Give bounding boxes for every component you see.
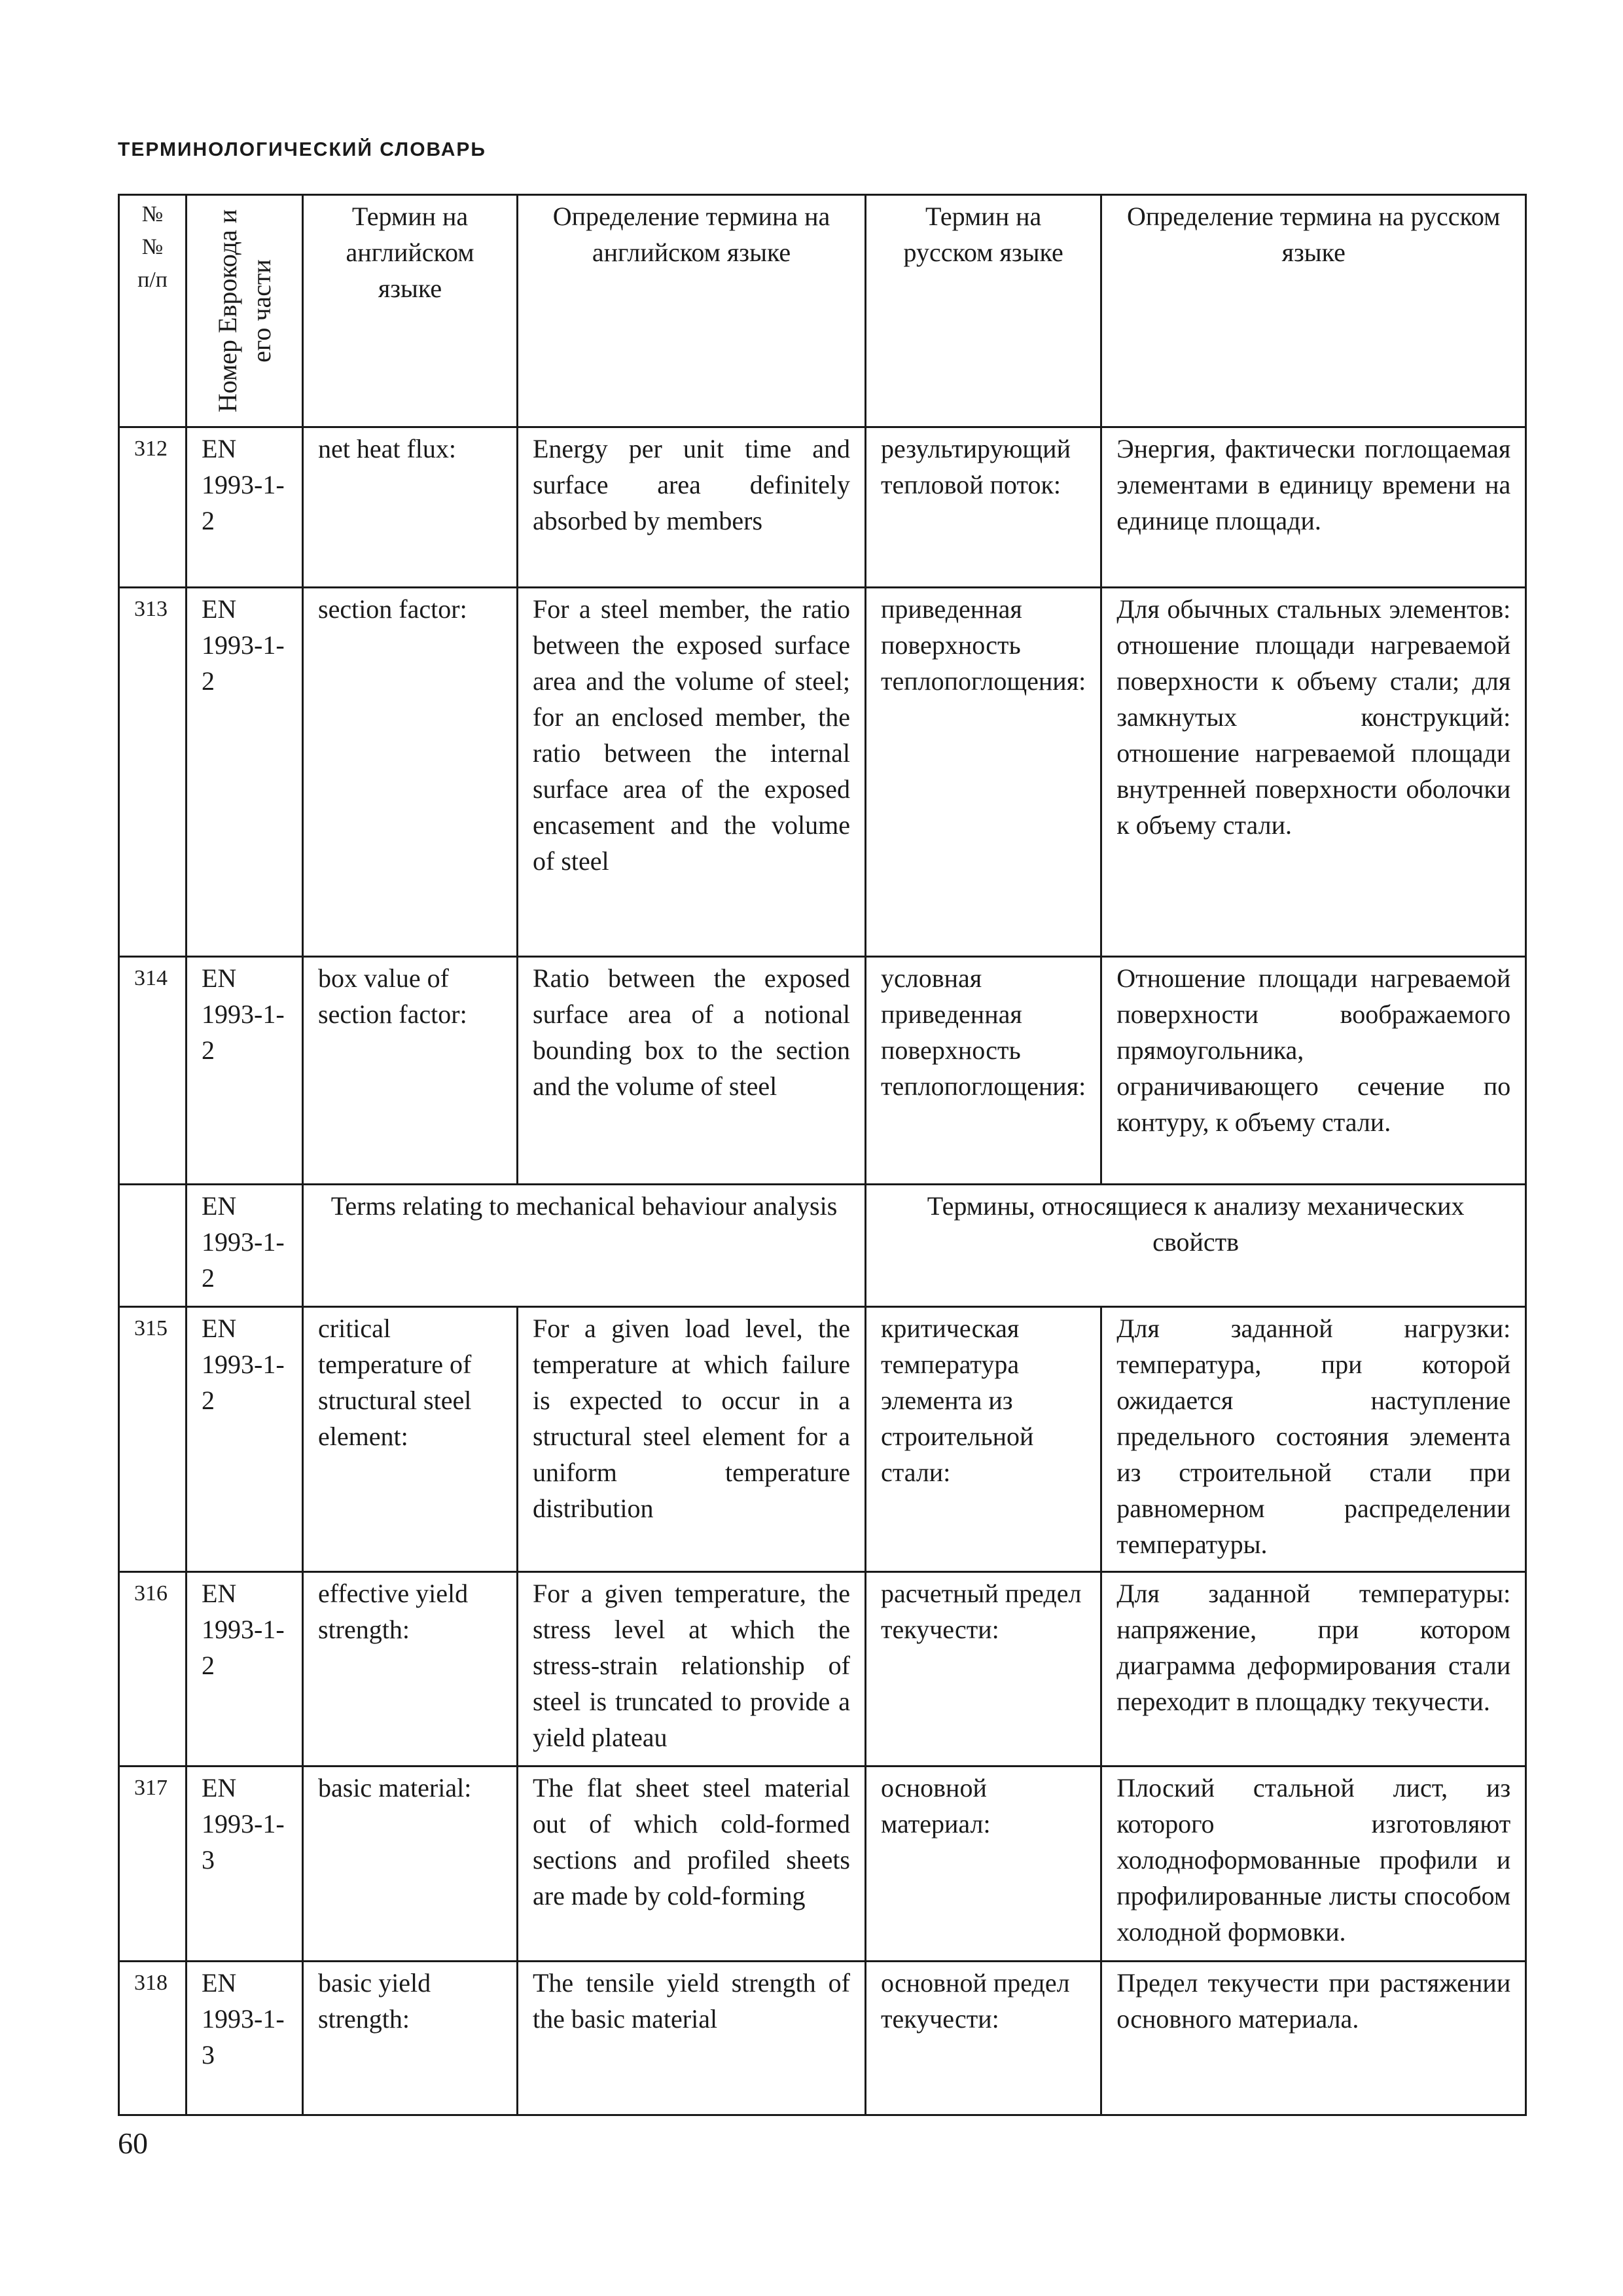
row-code: EN 1993-1-3 [187, 1767, 303, 1962]
table-row [119, 1767, 1526, 1962]
row-def-en: Ratio between the exposed surface area of a notional bounding box to the section and the volume of steel [518, 957, 866, 1185]
header-num: №№ п/п [119, 195, 187, 427]
row-term-ru: расчетный предел текучести: [866, 1572, 1101, 1767]
row-def-en: The flat sheet steel material out of which cold-formed sections and profiled sheets are made by cold-forming [518, 1767, 866, 1962]
row-def-en: The tensile yield strength of the basic material [518, 1962, 866, 2115]
header-def-ru: Определение термина на русском языке [1101, 195, 1526, 427]
row-code: EN 1993-1-3 [187, 1962, 303, 2115]
row-term-en: basic material: [303, 1767, 518, 1962]
row-def-en: Energy per unit time and surface area definitely absorbed by members [518, 427, 866, 588]
table-row [119, 1962, 1526, 2115]
row-term-ru: основной материал: [866, 1767, 1101, 1962]
section-row [119, 1185, 1526, 1307]
section-num [119, 1185, 187, 1307]
row-term-ru: результирующий тепловой поток: [866, 427, 1101, 588]
row-code: EN 1993-1-2 [187, 1572, 303, 1767]
row-term-en: box value of section factor: [303, 957, 518, 1185]
header-code-text: Номер Еврокода и его части [212, 209, 276, 413]
row-code: EN 1993-1-2 [187, 427, 303, 588]
row-term-ru: основной предел текучести: [866, 1962, 1101, 2115]
row-code: EN 1993-1-2 [187, 588, 303, 957]
section-title-en: Terms relating to mechanical behaviour analysis [303, 1185, 866, 1307]
row-def-en: For a steel member, the ratio between the exposed surface area and the volume of steel; for an enclosed member, the ratio between the internal surface area of the exposed encasement and the volume of steel [518, 588, 866, 957]
row-term-en: effective yield strength: [303, 1572, 518, 1767]
row-def-ru: Энергия, фактически поглощаемая элементами в единицу времени на единице площади. [1101, 427, 1526, 588]
row-term-en: critical temperature of structural steel element: [303, 1307, 518, 1572]
row-num: 316 [119, 1572, 187, 1767]
page-header: ТЕРМИНОЛОГИЧЕСКИЙ СЛОВАРЬ [118, 139, 486, 160]
row-def-ru: Плоский стальной лист, из которого изготовляют холодноформованные профили и профилированные листы способом холодной формовки. [1101, 1767, 1526, 1962]
row-term-ru: критическая температура элемента из строительной стали: [866, 1307, 1101, 1572]
header-row [119, 195, 1526, 427]
table-row [119, 1307, 1526, 1572]
row-num: 313 [119, 588, 187, 957]
row-num: 312 [119, 427, 187, 588]
row-def-ru: Отношение площади нагреваемой поверхности воображаемого прямоугольника, ограничивающего сечение по контуру, к объему стали. [1101, 957, 1526, 1185]
row-code: EN 1993-1-2 [187, 1307, 303, 1572]
row-def-ru: Для заданной температуры: напряжение, при котором диаграмма деформирования стали переходит в площадку текучести. [1101, 1572, 1526, 1767]
table-row [119, 957, 1526, 1185]
row-term-ru: условная приведенная поверхность теплопоглощения: [866, 957, 1101, 1185]
table-row [119, 1572, 1526, 1767]
row-def-en: For a given temperature, the stress level at which the stress-strain relationship of steel is truncated to provide a yield plateau [518, 1572, 866, 1767]
row-num: 317 [119, 1767, 187, 1962]
row-def-ru: Для обычных стальных элементов: отношение площади нагреваемой поверхности к объему стали; для замкнутых конструкций: отношение нагреваемой площади внутренней поверхности оболочки к объему стали. [1101, 588, 1526, 957]
row-num: 318 [119, 1962, 187, 2115]
row-num: 315 [119, 1307, 187, 1572]
table-row [119, 427, 1526, 588]
header-code [187, 195, 303, 427]
row-term-en: section factor: [303, 588, 518, 957]
row-code: EN 1993-1-2 [187, 957, 303, 1185]
section-title-ru: Термины, относящиеся к анализу механических свойств [866, 1185, 1526, 1307]
row-num: 314 [119, 957, 187, 1185]
header-def-en: Определение термина на английском языке [518, 195, 866, 427]
section-code: EN 1993-1-2 [187, 1185, 303, 1307]
row-def-ru: Предел текучести при растяжении основного материала. [1101, 1962, 1526, 2115]
row-term-en: basic yield strength: [303, 1962, 518, 2115]
table-row [119, 588, 1526, 957]
row-term-ru: приведенная поверхность теплопоглощения: [866, 588, 1101, 957]
row-def-ru: Для заданной нагрузки: температура, при которой ожидается наступление предельного состояния элемента из строительной стали при равномерном распределении температуры. [1101, 1307, 1526, 1572]
header-term-ru: Термин на русском языке [866, 195, 1101, 427]
header-term-en: Термин на английском языке [303, 195, 518, 427]
row-def-en: For a given load level, the temperature at which failure is expected to occur in a structural steel element for a uniform temperature distribution [518, 1307, 866, 1572]
row-term-en: net heat flux: [303, 427, 518, 588]
page-number: 60 [118, 2126, 148, 2160]
glossary-table [118, 194, 1527, 2116]
